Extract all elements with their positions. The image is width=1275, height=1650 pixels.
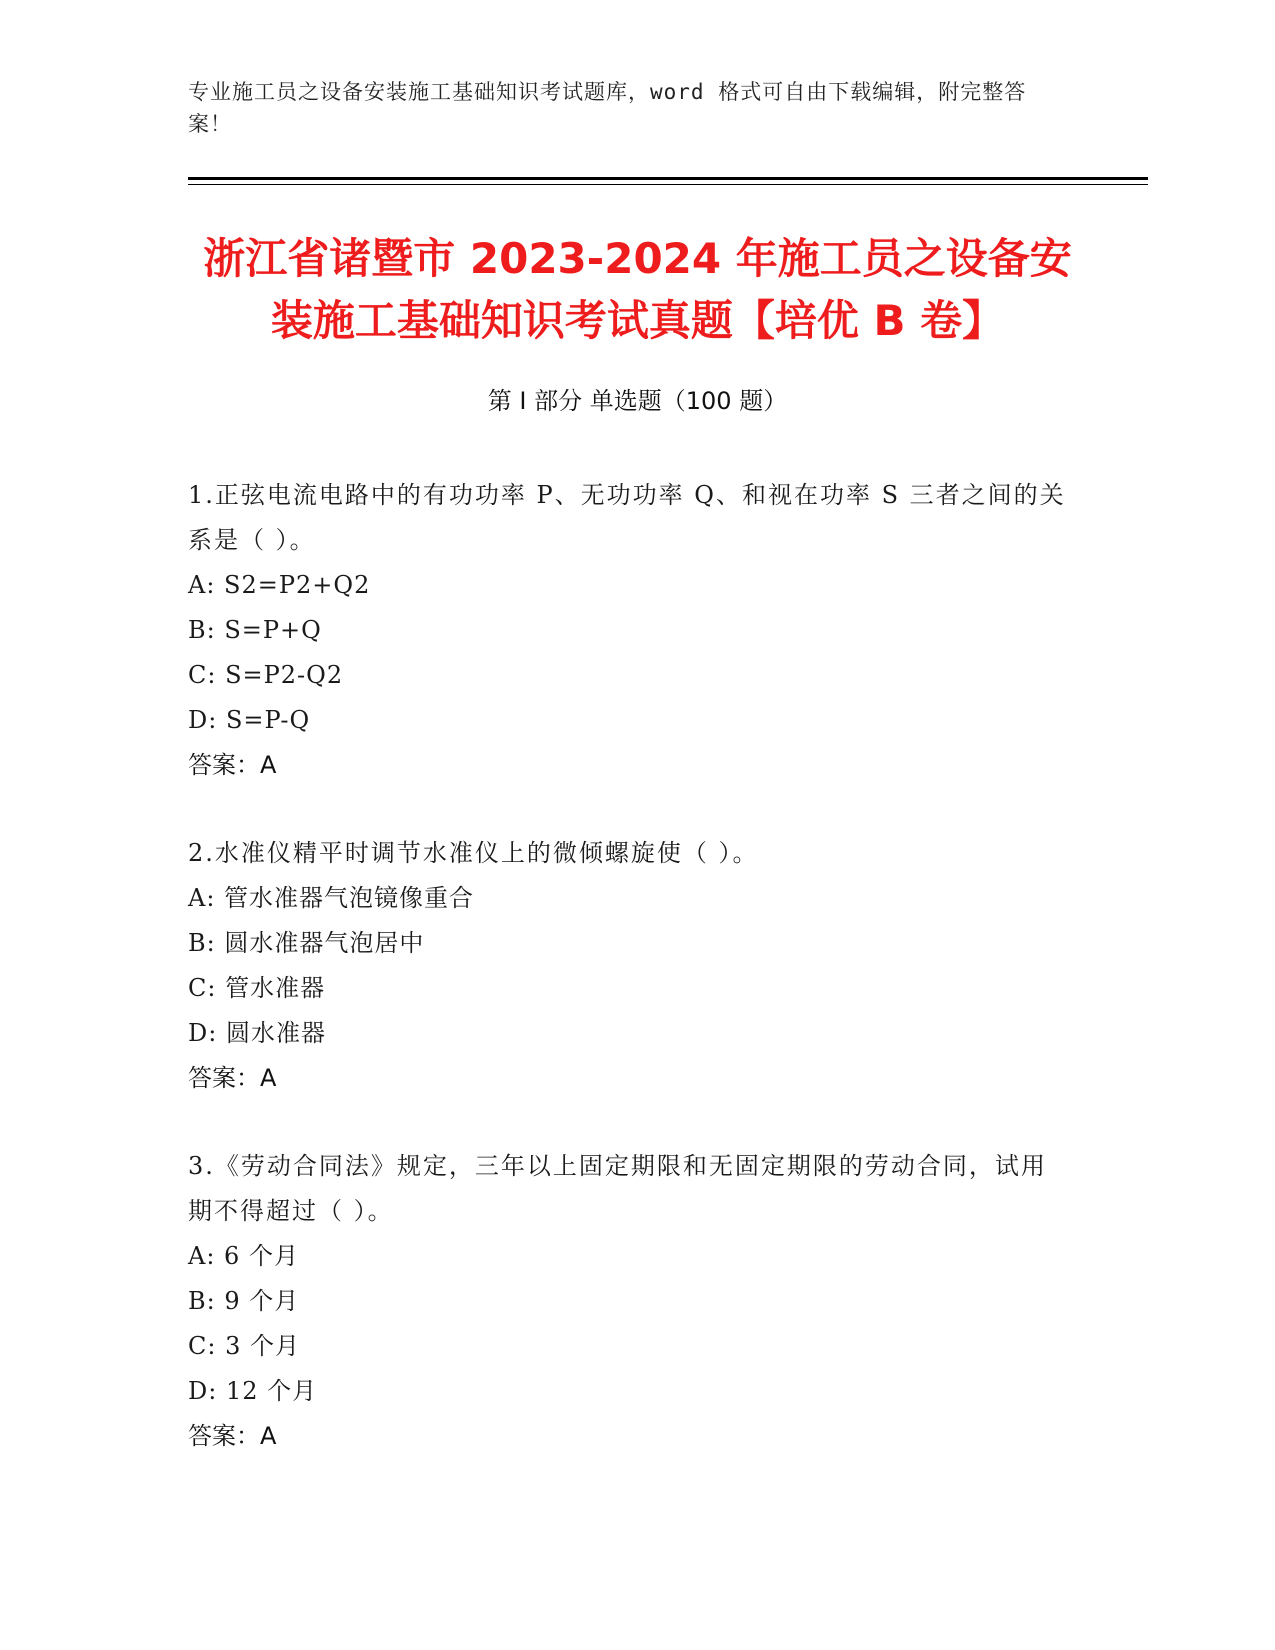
header-note: 专业施工员之设备安装施工基础知识考试题库，word 格式可自由下载编辑，附完整答案！ [188, 80, 1027, 136]
option-c: C: 管水准器 [188, 974, 326, 1002]
option-d: D: 圆水准器 [188, 1019, 326, 1047]
question-stem: 3.《劳动合同法》规定，三年以上固定期限和无固定期限的劳动合同，试用期不得超过（ ）。 [188, 1152, 1047, 1225]
section-title: 第 I 部分 单选题（100 题） [487, 387, 788, 415]
answer: 答案：A [188, 1064, 277, 1092]
document-title-line-1: 浙江省诸暨市 2023-2024 年施工员之设备安 [203, 234, 1072, 283]
option-a: A: 管水准器气泡镜像重合 [188, 884, 475, 912]
answer: 答案：A [188, 1422, 277, 1450]
option-b: B: S=P+Q [188, 616, 322, 644]
header-divider-thin [188, 184, 1148, 185]
question-1 [188, 473, 1068, 788]
option-c: C: 3 个月 [188, 1332, 300, 1360]
question-3 [188, 1144, 1068, 1459]
option-d: D: 12 个月 [188, 1377, 318, 1405]
question-stem: 1.正弦电流电路中的有功功率 P、无功功率 Q、和视在功率 S 三者之间的关系是（ ）。 [188, 481, 1066, 554]
option-b: B: 圆水准器气泡居中 [188, 929, 425, 957]
question-stem: 2.水准仪精平时调节水准仪上的微倾螺旋使（ ）。 [188, 839, 759, 867]
option-b: B: 9 个月 [188, 1287, 300, 1315]
document-title [150, 228, 1125, 352]
option-d: D: S=P-Q [188, 706, 311, 734]
option-a: A: S2=P2+Q2 [188, 571, 371, 599]
option-c: C: S=P2-Q2 [188, 661, 344, 689]
option-a: A: 6 个月 [188, 1242, 299, 1270]
document-title-line-2: 装施工基础知识考试真题【培优 B 卷】 [270, 296, 1005, 345]
header-divider-thick [188, 177, 1148, 180]
question-2 [188, 831, 1068, 1101]
answer: 答案：A [188, 751, 277, 779]
